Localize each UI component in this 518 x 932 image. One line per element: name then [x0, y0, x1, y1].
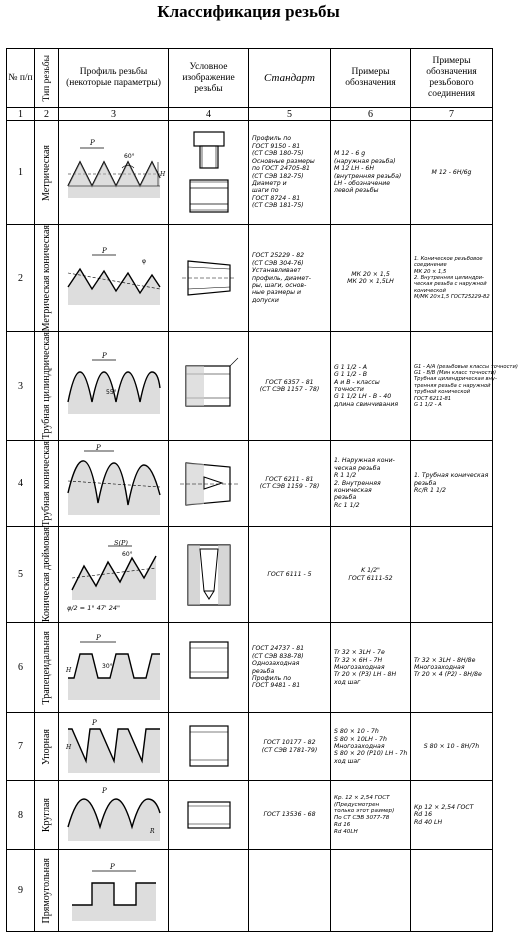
standard-cell — [249, 850, 331, 932]
examples-cell — [331, 527, 411, 623]
example-text: 2. Внутренняя — [334, 479, 381, 487]
example-text: G 1 1/2 - B — [334, 371, 368, 379]
conventional-cell — [169, 623, 249, 713]
profile-cell — [59, 527, 169, 623]
table-row — [7, 440, 493, 526]
round-conventional-drawing — [174, 784, 244, 846]
examples-cell — [331, 623, 411, 713]
standard-text: ГОСТ 6357 - 81 — [265, 378, 314, 386]
example-text: Tr 20 × (P3) LН - 8Н — [334, 671, 397, 679]
examples-cell — [331, 225, 411, 332]
svg-text:60°: 60° — [121, 550, 133, 558]
standard-text: допуски — [252, 296, 279, 304]
profile-cell — [59, 121, 169, 225]
standard-text: ГОСТ 6211 - 81 — [265, 475, 314, 483]
conventional-cell — [169, 440, 249, 526]
profile-cell — [59, 781, 169, 850]
table-row — [7, 332, 493, 440]
example-text: Tr 32 × 3LН - 7e — [334, 649, 385, 657]
joint-cell — [411, 527, 493, 623]
pipe-cylindrical-conventional-drawing — [174, 350, 244, 422]
svg-text:P: P — [91, 718, 97, 727]
trapezoidal-conventional-drawing — [174, 628, 244, 708]
standard-text: резьба — [252, 667, 275, 675]
example-text: Многозаходная — [334, 742, 385, 750]
standard-text: Устанавливает — [252, 267, 301, 275]
pipe-conical-conventional-drawing — [174, 445, 244, 521]
svg-text:H: H — [159, 170, 165, 178]
standard-text: ГОСТ 13536 - 68 — [263, 811, 316, 819]
example-text: Rd 16 — [334, 821, 351, 828]
examples-cell — [331, 781, 411, 850]
example-text: МК 20 × 1,5 — [351, 270, 390, 278]
standard-cell — [249, 440, 331, 526]
joint-text: Rd 16 — [414, 811, 433, 819]
round-profile-drawing — [62, 783, 166, 847]
standard-text: ГОСТ 9150 - 81 — [252, 142, 301, 150]
example-text: М 12 LН - 6Н — [334, 165, 375, 173]
examples-cell — [331, 850, 411, 932]
joint-text: ческая резьба с наружной — [414, 281, 487, 288]
joint-cell — [411, 121, 493, 225]
col-number: 5 — [249, 108, 331, 121]
conical-inch-conventional-drawing — [174, 537, 244, 613]
example-text: МК 20 × 1,5LН — [347, 278, 394, 286]
example-text: Многозаходная — [334, 663, 385, 671]
joint-text: Rc/R 1 1/2 — [414, 487, 446, 494]
conventional-cell — [169, 225, 249, 332]
example-text: Кр. 12 × 2,54 ГОСТ — [334, 794, 390, 801]
example-text: точности — [334, 386, 364, 393]
thread-type: Упорная — [41, 728, 52, 765]
standard-cell — [249, 332, 331, 440]
thread-type: Трубная цилиндрическая — [41, 332, 52, 440]
rectangular-profile-drawing — [62, 853, 166, 929]
profile-cell — [59, 850, 169, 932]
example-text: Rd 40LН — [334, 828, 358, 835]
svg-text:H: H — [65, 666, 71, 674]
joint-text: соединение — [414, 262, 447, 269]
svg-text:P: P — [109, 862, 115, 871]
table-row — [7, 713, 493, 781]
header-profile: Профиль резьбы (некоторые параметры) — [59, 49, 169, 108]
joint-text: G1 - B/B (Мин класс точности) — [414, 369, 496, 376]
example-text: S 80 × 20 (P10) LН - 7h — [334, 750, 408, 758]
joint-cell — [411, 440, 493, 526]
row-number: 1 — [7, 121, 35, 225]
joint-cell — [411, 850, 493, 932]
svg-text:P: P — [101, 352, 107, 360]
standard-cell — [249, 781, 331, 850]
col-number: 7 — [411, 108, 493, 121]
header-joint-examples: Примеры обозначения резьбового соединения — [411, 49, 493, 108]
row-number: 6 — [7, 623, 35, 713]
trapezoidal-profile-drawing — [62, 626, 166, 710]
svg-text:P: P — [95, 444, 101, 453]
joint-text: S 80 × 10 - 8Н/7h — [423, 742, 480, 750]
standard-text: (СТ СЭВ 181-75) — [252, 202, 304, 210]
row-number: 8 — [7, 781, 35, 850]
example-text: LН - обозначение — [334, 179, 391, 187]
type-cell — [35, 713, 59, 781]
standard-cell — [249, 713, 331, 781]
standard-text: шаги по — [252, 187, 279, 195]
standard-text: Диаметр и — [252, 179, 287, 187]
conventional-cell — [169, 850, 249, 932]
example-text: 1. Наружная кони- — [334, 457, 395, 465]
example-text: A и B - классы — [334, 378, 380, 386]
standard-text: ГОСТ 9481 - 81 — [252, 682, 301, 690]
standard-text: (СТ СЭВ 1159 - 78) — [259, 483, 320, 491]
profile-cell — [59, 713, 169, 781]
joint-text: М 12 - 6Н/6g — [431, 168, 472, 176]
example-text: коническая — [334, 487, 372, 494]
svg-text:P: P — [101, 247, 107, 256]
standard-text: ры, шаги, основ- — [252, 281, 307, 289]
svg-text:φ: φ — [141, 258, 146, 266]
svg-text:P: P — [89, 138, 95, 147]
example-text: R 1 1/2 — [334, 472, 357, 480]
table-row — [7, 623, 493, 713]
joint-text: 1. Коническое резьбовое — [414, 255, 483, 262]
joint-text: Tr 32 × 3LН - 8Н/8e — [414, 656, 476, 664]
thread-type: Прямоугольная — [41, 857, 52, 924]
svg-text:R: R — [149, 828, 155, 836]
standard-text: (СТ СЭВ 1781-79) — [261, 746, 318, 754]
examples-cell — [331, 332, 411, 440]
table-row — [7, 781, 493, 850]
svg-text:S(P): S(P) — [113, 538, 128, 547]
thread-type: Круглая — [41, 798, 52, 833]
svg-text:P: P — [101, 787, 107, 796]
standard-text: ные размеры и — [252, 289, 301, 297]
standard-text: по ГОСТ 24705-81 — [252, 165, 310, 173]
standard-cell — [249, 527, 331, 623]
example-text: (Предусмотрен — [334, 801, 380, 808]
header-standard: Стандарт — [249, 49, 331, 108]
col-number: 2 — [35, 108, 59, 121]
type-cell — [35, 623, 59, 713]
standard-text: ГОСТ 8724 - 81 — [252, 194, 301, 202]
row-number: 3 — [7, 332, 35, 440]
thread-type: Метрическая — [41, 144, 52, 201]
header-type-cell — [35, 49, 59, 108]
standard-cell — [249, 623, 331, 713]
svg-text:P: P — [95, 633, 101, 642]
joint-text: Кр 12 × 2,54 ГОСТ — [414, 804, 474, 812]
standard-cell — [249, 225, 331, 332]
example-text: S 80 × 10 - 7h — [334, 728, 379, 736]
joint-cell — [411, 781, 493, 850]
svg-text:H: H — [65, 743, 71, 751]
table-row — [7, 527, 493, 623]
buttress-conventional-drawing — [174, 716, 244, 778]
example-text: только этот размер) — [334, 808, 395, 815]
joint-text: 2. Внутренняя цилиндри- — [414, 275, 484, 281]
examples-cell — [331, 440, 411, 526]
standard-cell — [249, 121, 331, 225]
standard-text: (СТ СЭВ 180-75) — [252, 150, 304, 158]
example-text: левой резьбы — [334, 187, 379, 195]
metric-profile-drawing — [62, 128, 166, 218]
profile-cell — [59, 332, 169, 440]
example-text: Tr 32 × 6Н - 7Н — [334, 656, 383, 664]
table-row — [7, 225, 493, 332]
metric-conical-conventional-drawing — [174, 245, 244, 311]
row-number: 9 — [7, 850, 35, 932]
standard-text: Профиль по — [252, 675, 292, 683]
standard-text: (СТ СЭВ 1157 - 78) — [259, 386, 320, 393]
standard-text: ГОСТ 10177 - 82 — [263, 739, 316, 747]
example-text: По СТ СЭВ 3077-78 — [334, 815, 390, 822]
thread-type: Трапецеидальная — [41, 630, 52, 705]
example-text: ческая резьба — [334, 464, 381, 472]
table-row — [7, 850, 493, 932]
type-cell — [35, 850, 59, 932]
joint-text: М/МК 20×1,5 ГОСТ25229-82 — [414, 294, 490, 301]
svg-text:30°: 30° — [101, 662, 113, 670]
examples-cell — [331, 713, 411, 781]
angle-label: φ/2 = 1° 47' 24" — [67, 603, 121, 612]
row-number: 5 — [7, 527, 35, 623]
header-num: № п/п — [7, 49, 35, 108]
joint-text: трубной конической — [414, 389, 471, 396]
joint-text: ГОСТ 6211-81 — [414, 395, 452, 402]
examples-cell — [331, 121, 411, 225]
joint-text: G1 - A/A (резьбовые классы точности) — [414, 363, 518, 370]
example-text: (наружная резьба) — [334, 157, 396, 165]
joint-cell — [411, 225, 493, 332]
conventional-cell — [169, 527, 249, 623]
profile-cell — [59, 623, 169, 713]
standard-text: (СТ СЭВ 182-75) — [252, 172, 304, 180]
page-title: Классификация резьбы — [157, 2, 340, 21]
example-text: резьба — [334, 494, 357, 502]
example-text: М 12 - 6 g — [334, 150, 366, 158]
joint-text: тренняя резьба с наружной — [414, 382, 491, 389]
profile-cell — [59, 225, 169, 332]
conventional-cell — [169, 332, 249, 440]
type-cell — [35, 781, 59, 850]
metric-conventional-drawing — [174, 126, 244, 220]
joint-text: резьба — [414, 479, 437, 487]
row-number: 7 — [7, 713, 35, 781]
example-text: ход шаг — [334, 678, 361, 686]
header-examples: Примеры обозначения — [331, 49, 411, 108]
standard-text: (СТ СЭВ 838-78) — [252, 652, 304, 660]
example-text: ход шаг — [334, 757, 361, 765]
col-number: 3 — [59, 108, 169, 121]
column-number-row — [7, 108, 493, 121]
row-number: 2 — [7, 225, 35, 332]
standard-text: (СТ СЭВ 304-76) — [252, 259, 304, 267]
joint-text: 1. Трубная коническая — [414, 472, 489, 480]
example-text: Rc 1 1/2 — [334, 501, 360, 509]
joint-text: Многозаходная — [414, 663, 465, 671]
example-text: длина свинчивания — [334, 400, 399, 408]
example-text: S 80 × 10LН - 7h — [334, 735, 387, 743]
pipe-conical-profile-drawing — [62, 443, 166, 523]
table-row — [7, 121, 493, 225]
conventional-cell — [169, 713, 249, 781]
example-text: G 1 1/2 - A — [334, 363, 368, 371]
joint-text: конической — [414, 287, 446, 294]
joint-text: Tr 20 × 4 (P2) - 8Н/8e — [414, 671, 482, 679]
buttress-profile-drawing — [62, 715, 166, 779]
type-cell — [35, 332, 59, 440]
row-number: 4 — [7, 440, 35, 526]
type-cell — [35, 225, 59, 332]
type-cell — [35, 121, 59, 225]
thread-type: Метрическая коническая — [41, 225, 52, 332]
header-conventional: Условное изображение резьбы — [169, 49, 249, 108]
thread-classification-table — [6, 48, 518, 932]
pipe-cylindrical-profile-drawing — [62, 348, 166, 424]
col-number: 4 — [169, 108, 249, 121]
example-text: (внутренняя резьба) — [334, 172, 402, 180]
metric-conical-profile-drawing — [62, 243, 166, 313]
example-text: G 1 1/2 LН - B - 40 — [334, 393, 392, 401]
header-type: Тип резьбы — [41, 54, 52, 102]
thread-type: Коническая дюймовая — [41, 527, 52, 623]
standard-text: Основные размеры — [252, 157, 315, 165]
conventional-cell — [169, 121, 249, 225]
joint-text: Трубная цилиндрическая вну- — [414, 376, 497, 383]
standard-text: ГОСТ 6111 - 5 — [267, 570, 312, 578]
col-number: 6 — [331, 108, 411, 121]
joint-cell — [411, 713, 493, 781]
joint-text: МК 20 × 1,5 — [414, 268, 447, 275]
standard-text: Профиль по — [252, 135, 292, 143]
conical-inch-profile-drawing — [62, 538, 166, 604]
example-text: K 1/2" — [361, 567, 380, 575]
svg-text:55°: 55° — [105, 389, 117, 396]
joint-text: G 1 1/2 - A — [414, 402, 442, 409]
col-number: 1 — [7, 108, 35, 121]
type-cell — [35, 440, 59, 526]
joint-cell — [411, 623, 493, 713]
conventional-cell — [169, 781, 249, 850]
joint-text: Rd 40 LН — [414, 818, 443, 826]
type-cell — [35, 527, 59, 623]
header-row — [7, 49, 493, 108]
thread-type: Трубная коническая — [41, 440, 52, 526]
example-text: ГОСТ 6111-52 — [348, 574, 393, 582]
standard-text: ГОСТ 24737 - 81 — [252, 645, 305, 653]
standard-text: ГОСТ 25229 - 82 — [252, 252, 305, 260]
standard-text: профиль, диамет- — [252, 274, 312, 282]
joint-cell — [411, 332, 518, 440]
svg-text:60°: 60° — [123, 152, 135, 160]
standard-text: Однозаходная — [252, 660, 300, 668]
profile-cell — [59, 440, 169, 526]
